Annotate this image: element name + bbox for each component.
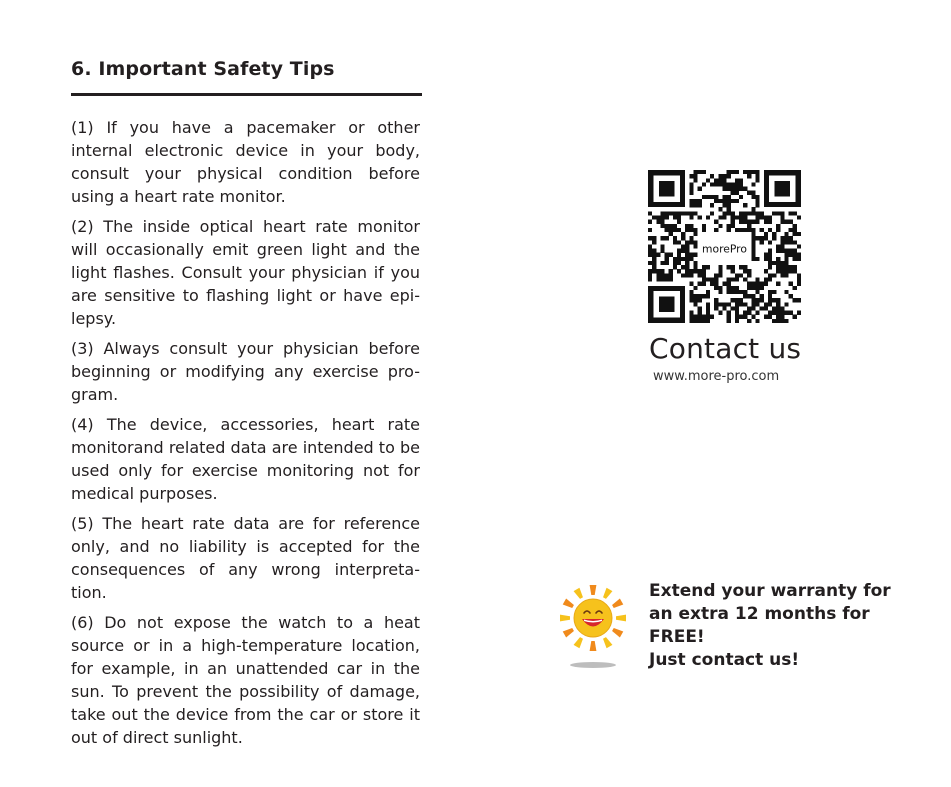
sun-ray <box>603 637 612 648</box>
qr-code <box>648 170 801 323</box>
safety-tips-list <box>71 116 420 756</box>
title-underline <box>71 93 422 96</box>
warranty-line-4: Just contact us! <box>649 650 800 670</box>
sun-ray <box>590 641 597 651</box>
qr-logo-text: morePro <box>702 242 747 256</box>
sun-ray <box>574 588 583 599</box>
safety-tip-2: (2) The inside optical heart rate monitor will occasionally emit green light and the light flashes. Consult your physician if you are sensitive to flashing light or have epi-lepsy. <box>71 217 420 328</box>
section-title: 6. Important Safety Tips <box>71 58 335 80</box>
sun-ray <box>612 628 623 637</box>
sun-ray <box>563 599 574 608</box>
safety-tip-1: (1) If you have a pacemaker or other internal electronic device in your body, consult your physical condition before using a heart rate monitor. <box>71 118 420 206</box>
contact-title: Contact us <box>649 332 802 365</box>
contact-url: www.more-pro.com <box>653 369 780 384</box>
safety-tip-4: (4) The device, accessories, heart rate monitorand related data are intended to be used only for exercise monitoring not for medical purposes. <box>71 415 420 503</box>
warranty-line-1: Extend your warranty for <box>649 581 891 601</box>
sun-shadow <box>570 662 616 668</box>
warranty-line-3: FREE! <box>649 627 705 647</box>
safety-tip-5: (5) The heart rate data are for reference only, and no liability is accepted for the consequences of any wrong interpreta-tion. <box>71 514 420 602</box>
safety-tip-6: (6) Do not expose the watch to a heat source or in a high-temperature location, for example, in an unattended car in the sun. To prevent the possibility of damage, take out the device from the car or store it out of direct sunlight. <box>71 613 420 747</box>
sun-ray <box>616 615 626 622</box>
smiling-sun-icon <box>553 578 633 670</box>
sun-ray <box>612 599 623 608</box>
sun-ray <box>563 628 574 637</box>
qr-code-icon <box>648 170 801 323</box>
warranty-line-2: an extra 12 months for <box>649 604 870 624</box>
sun-ray <box>560 615 570 622</box>
warranty-promo <box>649 580 909 672</box>
sun-ray <box>603 588 612 599</box>
safety-tip-3: (3) Always consult your physician before beginning or modifying any exercise pro-gram. <box>71 339 420 404</box>
sun-ray <box>590 585 597 595</box>
sun-ray <box>574 637 583 648</box>
